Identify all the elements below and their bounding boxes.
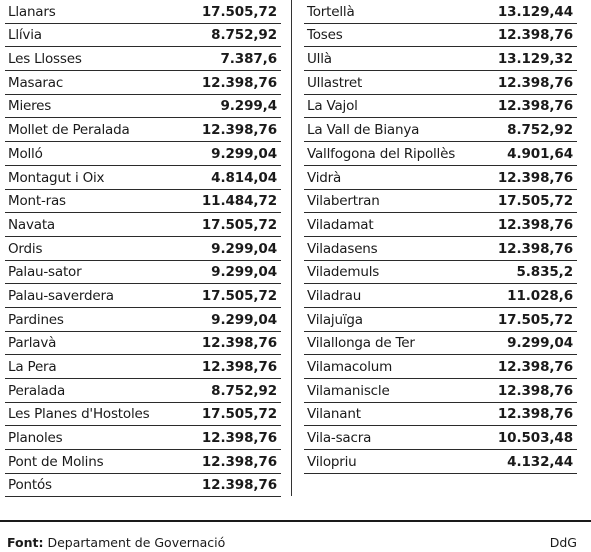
source-note [7,535,225,550]
amount-value: 10.503,48 [497,430,573,447]
municipality-name: Vilallonga de Ter [307,335,415,352]
amount-value: 17.505,72 [201,3,277,20]
amount-value: 4.814,04 [211,169,277,186]
table-row [5,24,281,48]
amount-value: 9.299,4 [220,98,277,115]
municipality-name: Vallfogona del Ripollès [307,145,456,162]
table-row [304,261,577,285]
amount-value: 12.398,76 [201,335,277,352]
left-table [5,0,281,497]
table-row [304,308,577,332]
table-row [304,332,577,356]
amount-value: 8.752,92 [211,382,277,399]
table-row [5,284,281,308]
municipality-name: La Pera [8,359,57,375]
amount-value: 9.299,04 [211,264,277,281]
table-row [304,450,577,474]
municipality-name: Vilademuls [307,264,380,281]
amount-value: 11.028,6 [507,287,573,304]
amount-value: 13.129,44 [497,3,573,20]
amount-value: 12.398,76 [201,477,277,494]
amount-value: 8.752,92 [211,27,277,44]
municipality-name: La Vall de Bianya [307,122,420,139]
municipality-name: Les Llosses [8,51,82,68]
municipality-name: Peralada [8,382,66,399]
amount-value: 12.398,76 [201,430,277,447]
table-row [5,474,281,498]
municipality-name: Mont-ras [8,193,66,210]
table-row [5,450,281,474]
table-row [5,118,281,142]
municipality-name: Vila-sacra [307,430,372,447]
table-row [5,261,281,285]
table-row [304,355,577,379]
municipality-name: Parlavà [8,335,57,352]
footer [0,520,591,552]
municipality-name: Viladasens [307,240,378,257]
credit: DdG [549,535,577,550]
municipality-name: Les Planes d'Hostoles [8,406,150,423]
source-text: Departament de Governació [47,535,226,550]
table-row [304,237,577,261]
amount-value: 12.398,76 [497,359,573,375]
amount-value: 17.505,72 [201,216,277,233]
amount-value: 7.387,6 [220,51,277,68]
amount-value: 17.505,72 [497,311,573,328]
amount-value: 12.398,76 [497,240,573,257]
amount-value: 11.484,72 [201,193,277,210]
amount-value: 13.129,32 [497,51,573,68]
table-row [5,332,281,356]
table-row [304,213,577,237]
table-row [304,24,577,48]
amount-value: 9.299,04 [211,145,277,162]
table-row [5,403,281,427]
municipality-name: Pont de Molins [8,453,104,470]
table-row [304,284,577,308]
municipality-name: Vilanant [307,406,361,423]
municipality-name: La Vajol [307,98,358,115]
municipality-name: Ullastret [307,74,363,91]
amount-value: 9.299,04 [211,240,277,257]
amount-value: 8.752,92 [507,122,573,139]
amount-value: 12.398,76 [497,382,573,399]
table-row [5,426,281,450]
column-divider [291,0,292,496]
municipality-name: Navata [8,216,55,233]
table-row [5,237,281,261]
municipality-name: Tortellà [307,3,355,20]
municipality-name: Palau-saverdera [8,287,114,304]
municipality-name: Vilopriu [307,453,357,470]
municipality-name: Vilamaniscle [307,382,390,399]
table-row [5,142,281,166]
table-row [5,0,281,24]
table-row [304,0,577,24]
table-row [304,166,577,190]
municipality-name: Pontós [8,477,52,494]
table-row [304,379,577,403]
amount-value: 12.398,76 [497,74,573,91]
municipality-name: Llívia [8,27,42,44]
amount-value: 12.398,76 [201,74,277,91]
municipality-name: Pardines [8,311,64,328]
amount-value: 9.299,04 [507,335,573,352]
table-row [5,379,281,403]
amount-value: 12.398,76 [497,169,573,186]
table-row [5,166,281,190]
amount-value: 12.398,76 [201,122,277,139]
amount-value: 12.398,76 [201,453,277,470]
table-row [304,47,577,71]
municipality-name: Vidrà [307,169,342,186]
amount-value: 12.398,76 [497,406,573,423]
municipality-name: Vilajuïga [307,311,363,328]
table-row [304,426,577,450]
municipality-name: Llanars [8,3,56,20]
municipality-name: Mieres [8,98,52,115]
amount-value: 12.398,76 [201,359,277,375]
municipality-name: Ordis [8,240,43,257]
amount-value: 17.505,72 [497,193,573,210]
table-row [5,95,281,119]
table-row [304,142,577,166]
table-row [304,71,577,95]
table-row [304,403,577,427]
table-row [304,190,577,214]
table-row [304,95,577,119]
amount-value: 5.835,2 [516,264,573,281]
table-row [5,190,281,214]
municipality-name: Viladamat [307,216,374,233]
table-row [5,355,281,379]
amount-value: 4.901,64 [507,145,573,162]
table-row [5,308,281,332]
amount-value: 4.132,44 [507,453,573,470]
table-row [5,71,281,95]
municipality-name: Palau-sator [8,264,82,281]
right-table [304,0,577,474]
table-row [5,47,281,71]
amount-value: 12.398,76 [497,98,573,115]
table-row [304,118,577,142]
municipality-name: Ullà [307,51,332,68]
amount-value: 12.398,76 [497,216,573,233]
amount-value: 9.299,04 [211,311,277,328]
municipality-name: Toses [307,27,343,44]
municipality-name: Montagut i Oix [8,169,105,186]
municipality-name: Vilabertran [307,193,380,210]
municipality-name: Planoles [8,430,63,447]
amount-value: 17.505,72 [201,406,277,423]
amount-value: 17.505,72 [201,287,277,304]
municipality-name: Molló [8,145,43,162]
amount-value: 12.398,76 [497,27,573,44]
municipality-name: Vilamacolum [307,359,393,375]
municipality-name: Viladrau [307,287,362,304]
table-row [5,213,281,237]
source-label: Font: [7,535,44,550]
municipality-name: Masarac [8,74,64,91]
municipality-name: Mollet de Peralada [8,122,130,139]
